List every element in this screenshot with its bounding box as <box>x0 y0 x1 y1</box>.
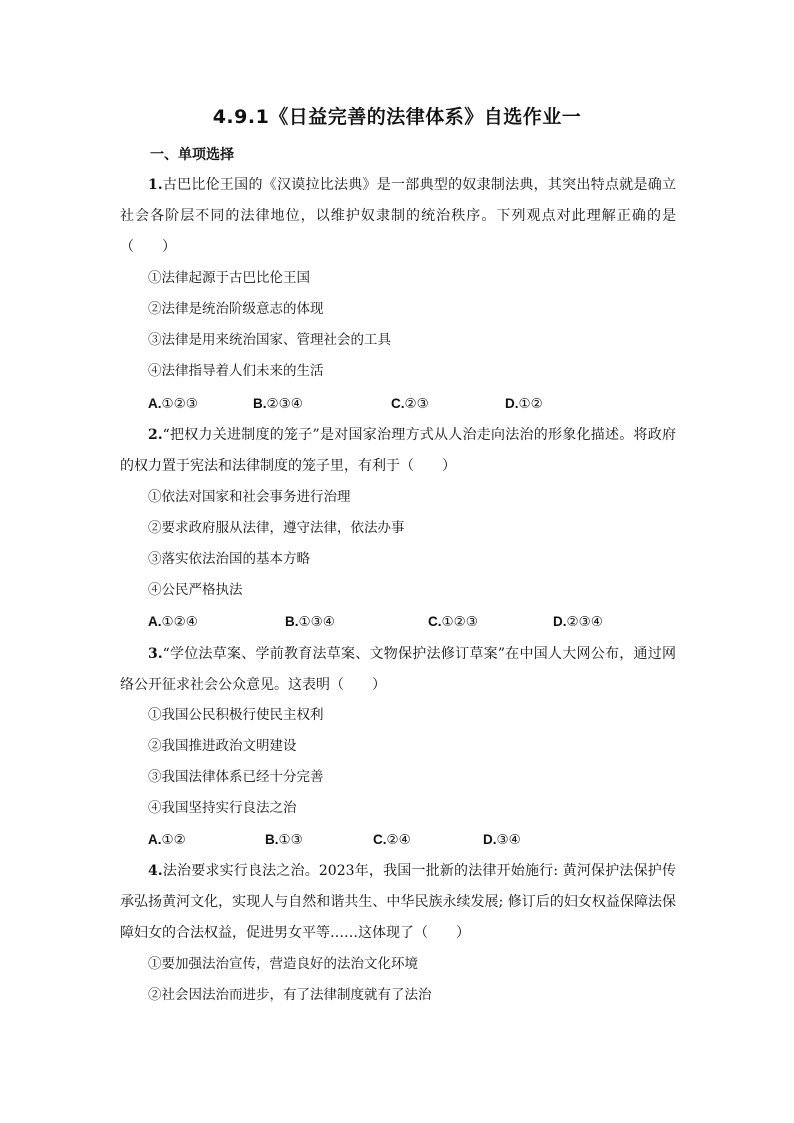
option-item: ④我国坚持实行良法之治 <box>148 800 297 816</box>
answer-choice[interactable]: D.①② <box>505 396 543 412</box>
answer-choice[interactable]: C.②④ <box>373 832 411 848</box>
question-1 <box>120 170 676 263</box>
option-item: ①法律起源于古巴比伦王国 <box>148 270 310 286</box>
page-title: 4.9.1《日益完善的法律体系》自选作业一 <box>212 106 582 128</box>
option-item: ①要加强法治宣传，营造良好的法治文化环境 <box>148 956 418 972</box>
question-3 <box>120 639 676 701</box>
answer-choice[interactable]: B.②③④ <box>253 396 303 412</box>
question-2 <box>120 420 676 482</box>
question-number: 2. <box>148 427 163 443</box>
answer-choice[interactable]: D.③④ <box>483 832 521 848</box>
question-stem: 古巴比伦王国的《汉谟拉比法典》是一部典型的奴隶制法典，其突出特点就是确立社会各阶层不同的法律地位，以维护奴隶制的统治秩序。下列观点对此理解正确的是（ ） <box>120 177 676 255</box>
question-stem: “学位法草案、学前教育法草案、文物保护法修订草案”在中国人大网公布，通过网络公开征求社会公众意见。这表明（ ） <box>120 646 676 693</box>
option-item: ③我国法律体系已经十分完善 <box>148 769 324 785</box>
answer-choice[interactable]: A.①② <box>148 832 186 848</box>
question-number: 4. <box>148 863 163 879</box>
section-heading: 一、单项选择 <box>150 147 234 163</box>
question-number: 1. <box>148 177 163 193</box>
question-4 <box>120 856 676 949</box>
answer-choice[interactable]: B.①③④ <box>285 614 335 630</box>
answer-choice[interactable]: C.②③ <box>391 396 429 412</box>
option-item: ②社会因法治而进步，有了法律制度就有了法治 <box>148 987 432 1003</box>
question-stem: 法治要求实行良法之治。2023年，我国一批新的法律开始施行: 黄河保护法保护传承弘扬黄河文化，实现人与自然和谐共生、中华民族永续发展; 修订后的妇女权益保障法保障妇女的合法权益，促进男女平等……这体现了（ ） <box>120 863 676 941</box>
question-stem: “把权力关进制度的笼子”是对国家治理方式从人治走向法治的形象化描述。将政府的权力置于宪法和法律制度的笼子里，有利于（ ） <box>120 427 676 474</box>
answer-choice[interactable]: A.①②④ <box>148 614 198 630</box>
answer-choice[interactable]: B.①③ <box>265 832 303 848</box>
question-number: 3. <box>148 646 163 662</box>
option-item: ②法律是统治阶级意志的体现 <box>148 301 324 317</box>
option-item: ③法律是用来统治国家、管理社会的工具 <box>148 332 391 348</box>
option-item: ①我国公民积极行使民主权利 <box>148 707 324 723</box>
option-item: ①依法对国家和社会事务进行治理 <box>148 489 351 505</box>
option-item: ④法律指导着人们未来的生活 <box>148 363 324 379</box>
option-item: ③落实依法治国的基本方略 <box>148 551 310 567</box>
option-item: ④公民严格执法 <box>148 582 243 598</box>
answer-choice[interactable]: A.①②③ <box>148 396 198 412</box>
answer-choice[interactable]: D.②③④ <box>553 614 603 630</box>
option-item: ②我国推进政治文明建设 <box>148 738 297 754</box>
answer-choice[interactable]: C.①②③ <box>428 614 478 630</box>
option-item: ②要求政府服从法律，遵守法律，依法办事 <box>148 520 405 536</box>
